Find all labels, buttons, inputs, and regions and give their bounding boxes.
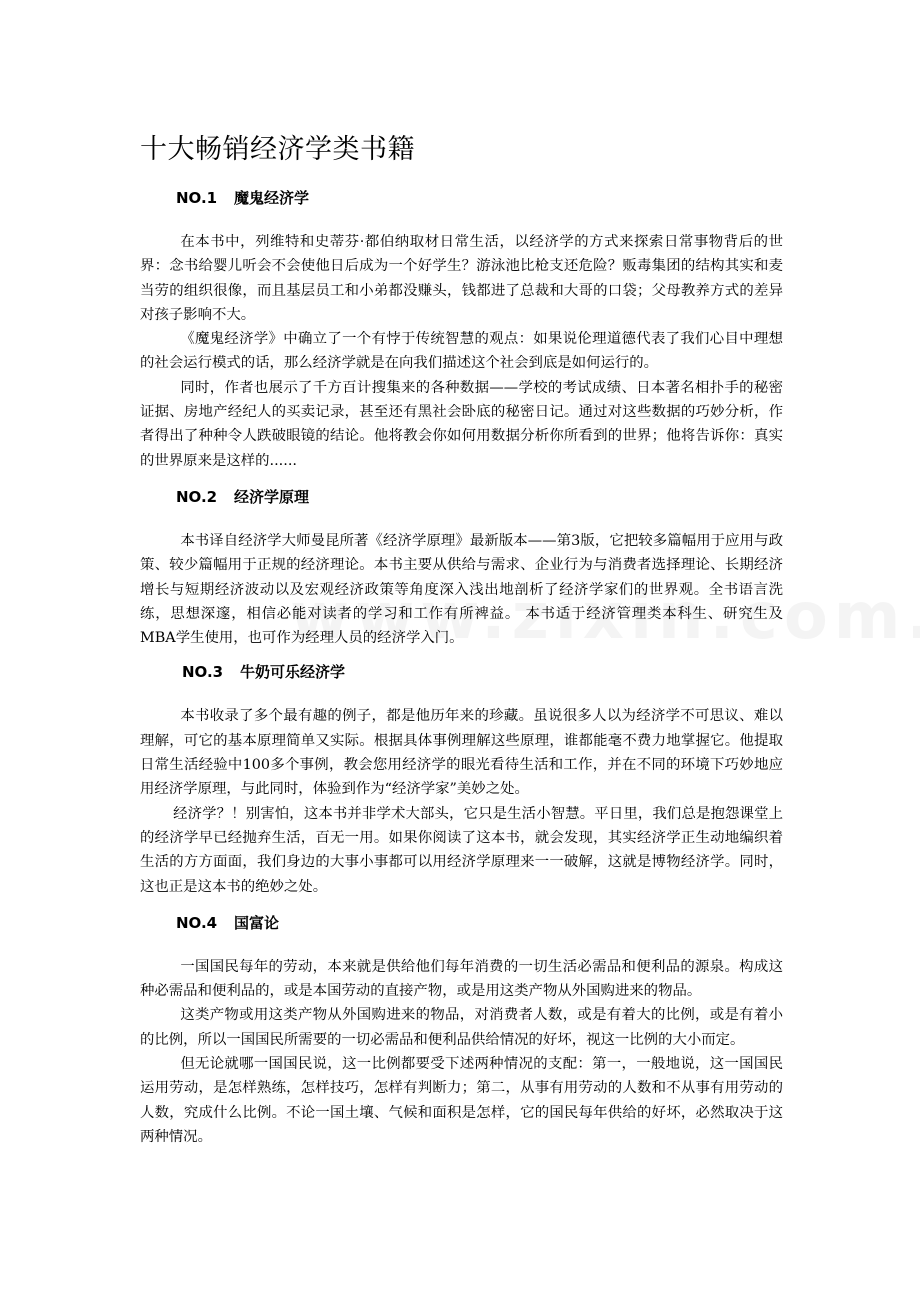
paragraph: 本书收录了多个最有趣的例子，都是他历年来的珍藏。虽说很多人以为经济学不可思议、难以理解，可它的基本原理简单又实际。根据具体事例理解这些原理，谁都能毫不费力地掌握它。他提取日常生活经验中100多个事例，教会您用经济学的眼光看待生活和工作，并在不同的环境下巧妙地应用经济学原理，与此同时，体验到作为“经济学家”美妙之处。 xyxy=(140,708,783,798)
section-name: 国富论 xyxy=(234,913,280,932)
section-number: NO.2 xyxy=(176,487,218,506)
paragraph: 这类产物或用这类产物从外国购进来的物品，对消费者人数，或是有着大的比例，或是有着小的比例，所以一国国民所需要的一切必需品和便利品供给情况的好坏，视这一比例的大小而定。 xyxy=(140,1007,783,1048)
paragraph: 《魔鬼经济学》中确立了一个有悖于传统智慧的观点：如果说伦理道德代表了我们心目中理想的社会运行模式的话，那么经济学就是在向我们描述这个社会到底是如何运行的。 xyxy=(140,331,783,372)
document-title: 十大畅销经济学类书籍 xyxy=(140,134,415,165)
section-name: 经济学原理 xyxy=(234,487,310,506)
paragraph: 同时，作者也展示了千方百计搜集来的各种数据——学校的考试成绩、日本著名相扑手的秘密证据、房地产经纪人的买卖记录，甚至还有黑社会卧底的秘密日记。通过对这些数据的巧妙分析，作者得出了种种令人跌破眼镜的结论。他将教会你如何用数据分析你所看到的世界；他将告诉你：真实的世界原来是这样的...... xyxy=(140,379,783,469)
paragraph: 一国国民每年的劳动，本来就是供给他们每年消费的一切生活必需品和便利品的源泉。构成这种必需品和便利品的，或是本国劳动的直接产物，或是用这类产物从外国购进来的物品。 xyxy=(140,958,783,1000)
section-heading-3 xyxy=(140,660,783,684)
section-number: NO.4 xyxy=(176,913,218,932)
section-name: 牛奶可乐经济学 xyxy=(240,663,346,682)
section-number: NO.1 xyxy=(176,189,218,207)
section-number: NO.3 xyxy=(182,663,224,682)
section-heading-1 xyxy=(140,186,783,210)
document-page xyxy=(140,130,783,1149)
section-name: 魔鬼经济学 xyxy=(234,189,310,207)
paragraph: 经济学？！别害怕，这本书并非学术大部头，它只是生活小智慧。平日里，我们总是抱怨课堂上的经济学早已经抛弃生活，百无一用。如果你阅读了这本书，就会发现，其实经济学正生动地编织着生活的方方面面，我们身边的大事小事都可以用经济学原理来一一破解，这就是博物经济学。同时，这也正是这本书的绝妙之处。 xyxy=(140,805,783,895)
paragraph: 本书译自经济学大师曼昆所著《经济学原理》最新版本——第3版，它把较多篇幅用于应用与政策、较少篇幅用于正规的经济理论。本书主要从供给与需求、企业行为与消费者选择理论、长期经济增长与短期经济波动以及宏观经济政策等角度深入浅出地剖析了经济学家们的世界观。全书语言洗练，思想深邃，相信必能对读者的学习和工作有所裨益。 本书适于经济管理类本科生、研究生及MBA学生使用，也可作为经理人员的经济学入门。 xyxy=(140,532,783,647)
paragraph: 在本书中，列维特和史蒂芬·都伯纳取材日常生活，以经济学的方式来探索日常事物背后的世界：念书给婴儿听会不会使他日后成为一个好学生？游泳池比枪支还危险？贩毒集团的结构其实和麦当劳的组织很像，而且基层员工和小弟都没赚头，钱都进了总裁和大哥的口袋；父母教养方式的差异对孩子影响不大。 xyxy=(140,234,783,323)
section-heading-2 xyxy=(140,485,783,509)
section-heading-4 xyxy=(140,911,783,935)
paragraph: 但无论就哪一国国民说，这一比例都要受下述两种情况的支配：第一，一般地说，这一国国民运用劳动，是怎样熟练，怎样技巧，怎样有判断力；第二，从事有用劳动的人数和不从事有用劳动的人数，究成什么比例。不论一国土壤、气候和面积是怎样，它的国民每年供给的好坏，必然取决于这两种情况。 xyxy=(140,1056,783,1145)
